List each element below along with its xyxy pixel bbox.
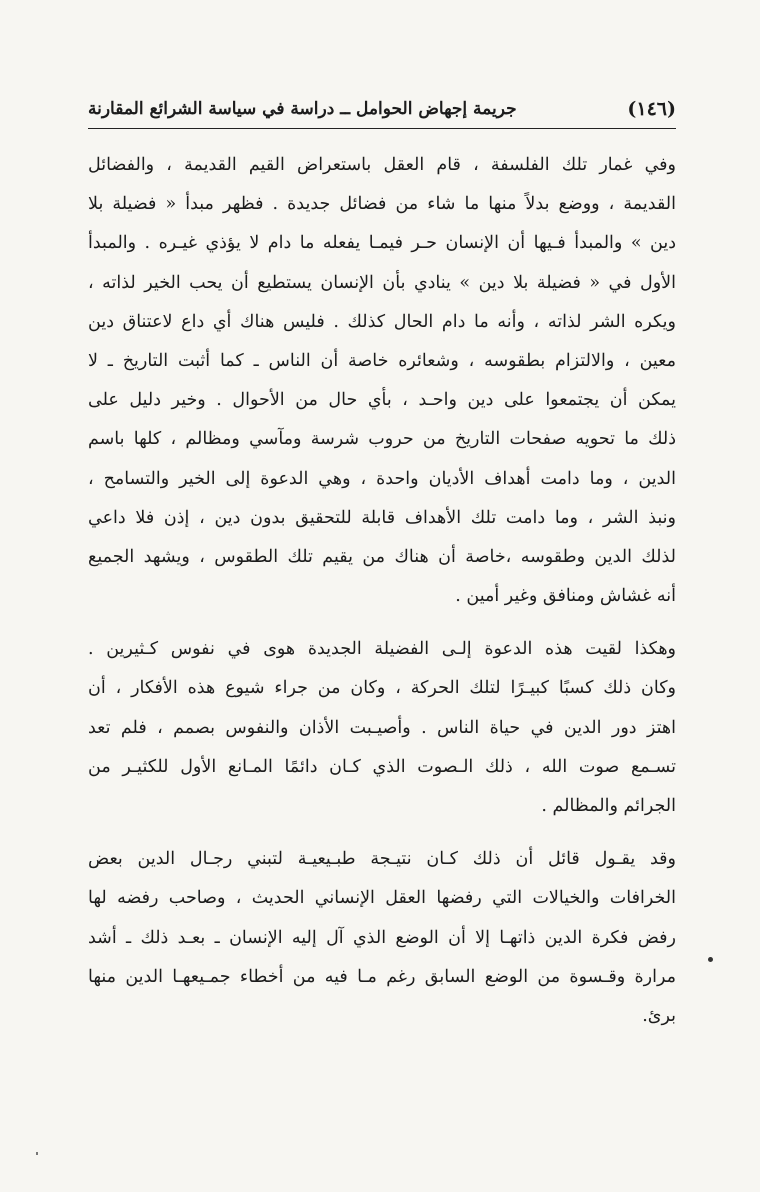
text-line: وهكذا لقيت هذه الدعوة إلـى الفضيلة الجديدة هوى في نفوس كـثيرين . xyxy=(88,639,676,660)
text-line: معين ، والالتزام بطقوسه ، وشعائره خاصة أن الناس ـ كما أثبت التاريخ ـ لا xyxy=(88,350,676,371)
text-line: رفض فكرة الدين ذاتهـا إلا أن الوضع الذي آل إليه الإنسان ـ بعـد ذلك ـ أشد xyxy=(88,927,676,948)
paragraph-spacer xyxy=(88,616,676,630)
page-number: (١٤٦) xyxy=(627,98,676,120)
text-line: مرارة وقـسوة من الوضع السابق رغم مـا فيه من أخطاء جمـيعهـا الدين منها xyxy=(88,966,676,987)
text-line: لذلك الدين وطقوسه ،خاصة أن هناك من يقيم تلك الطقوس ، ويشهد الجميع xyxy=(88,546,676,567)
text-line: ونبذ الشر ، وما دامت تلك الأهداف قابلة للتحقيق بدون دين ، إذن فلا داعي xyxy=(88,507,676,528)
text-line: القديمة ، ووضع بدلاً منها ما شاء من فضائل جديدة . فظهر مبدأ « فضيلة بلا xyxy=(88,194,676,215)
text-line: الدين ، وما دامت أهداف الأديان واحدة ، وهي الدعوة إلى الخير والتسامح ، xyxy=(88,468,676,489)
header-divider xyxy=(88,128,676,129)
text-line: تسـمع صوت الله ، ذلك الـصوت الذي كـان دائمًا المـانع الأول للكثيـر من xyxy=(88,756,676,777)
text-line: أنه غشاش ومنافق وغير أمين . xyxy=(455,586,676,607)
text-line: ويكره الشر لذاته ، وأنه ما دام الحال كذلك . فليس هناك أي داع لاعتناق دين xyxy=(88,311,676,332)
text-line: وفي غمار تلك الفلسفة ، قام العقل باستعراض القيم القديمة ، والفضائل xyxy=(88,155,676,175)
text-line: وكان ذلك كسبًا كبيـرًا لتلك الحركة ، وكان من جراء شيوع هذه الأفكار ، أن xyxy=(88,678,676,699)
paragraph-3 xyxy=(88,840,676,1036)
paragraph-spacer xyxy=(88,826,676,840)
text-line: يمكن أن يجتمعوا على دين واحـد ، بأي حال من الأحوال . وخير دليل على xyxy=(88,390,676,411)
text-line: الأول في « فضيلة بلا دين » ينادي بأن الإنسان يستطيع أن يحب الخير لذاته ، xyxy=(88,272,676,293)
page-header xyxy=(88,94,676,128)
paragraph-1 xyxy=(88,146,676,616)
text-line: اهتز دور الدين في حياة الناس . وأصيـبت الأذان والنفوس بصمم ، فلم تعد xyxy=(88,717,676,738)
text-line: الجرائم والمظالم . xyxy=(541,796,676,816)
running-title: جريمة إجهاض الحوامل ــ دراسة في سياسة الشرائع المقارنة xyxy=(88,99,517,119)
paragraph-2 xyxy=(88,630,676,826)
page-body xyxy=(88,146,676,1036)
text-line: دين » والمبدأ فـيها أن الإنسان حـر فيمـا يفعله ما دام لا يؤذي غيـره . والمبدأ xyxy=(88,233,676,254)
text-line: الخرافات والخيالات التي رفضها العقل الإنساني الحديث ، وصاحب رفضه لها xyxy=(88,888,676,909)
text-line: وقد يقـول قائل أن ذلك كـان نتيـجة طبـيعيـة لتبني رجـال الدين بعض xyxy=(88,849,676,870)
text-line: برئ. xyxy=(642,1005,676,1026)
text-line: ذلك ما تحويه صفحات التاريخ من حروب شرسة ومآسي ومظالم ، كلها باسم xyxy=(88,429,676,450)
scan-speck xyxy=(36,1152,38,1155)
margin-mark xyxy=(708,957,713,962)
